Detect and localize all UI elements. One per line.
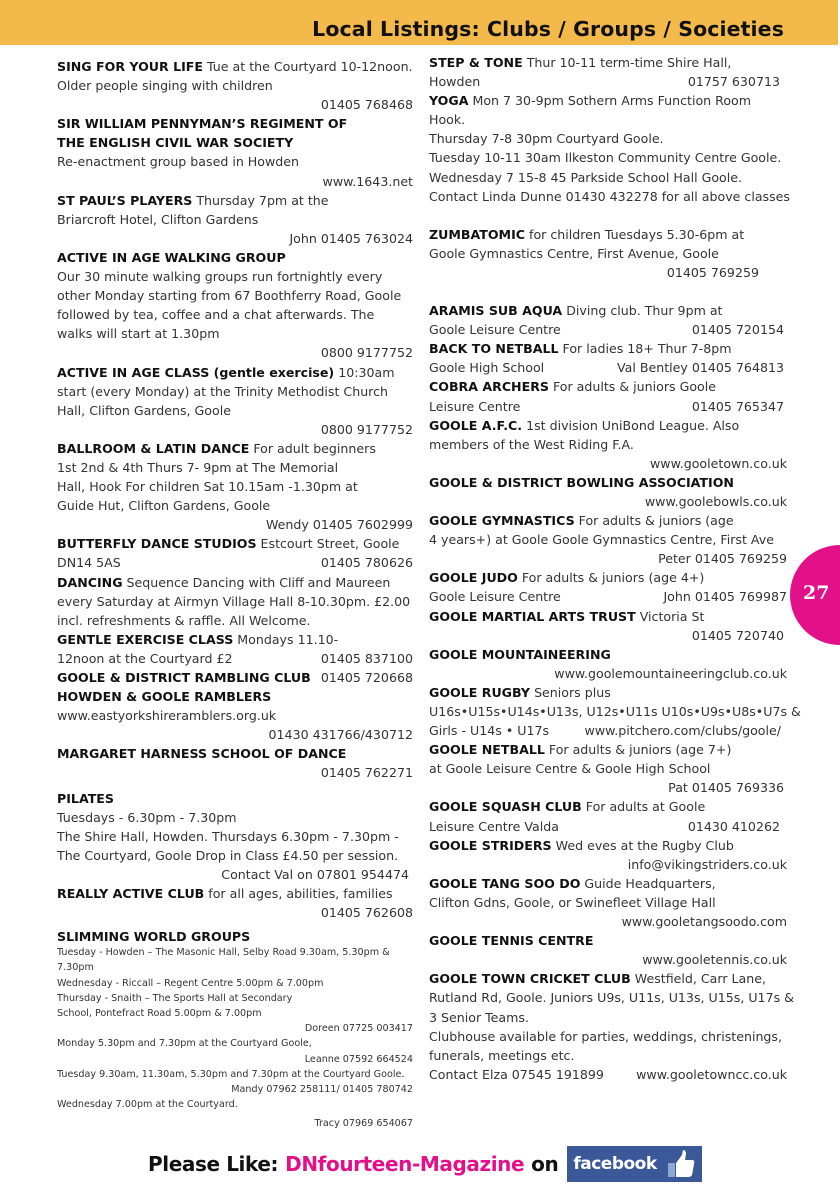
listing-name: GOOLE TENNIS CENTRE	[429, 933, 594, 949]
listing-back-to-netball: BACK TO NETBALL For ladies 18+ Thur 7-8pm Goole High School Val Bentley 01405 764813	[429, 339, 787, 377]
phone-number: 01405 720154	[691, 322, 784, 338]
footer-label: Please Like:	[148, 1152, 279, 1176]
listing-name: ARAMIS SUB AQUA	[429, 303, 563, 319]
listing-goole-netball: GOOLE NETBALL For adults & juniors (age 7+) at Goole Leisure Centre & Goole High School Pat 01405 769336	[429, 740, 787, 797]
phone-number: 01405 769259	[666, 264, 759, 280]
listing-active-in-age-class: ACTIVE IN AGE CLASS (gentle exercise) 10:30am start (every Monday) at the Trinity Methodist Church Hall, Clifton Gardens, Goole 0800 9177752	[57, 363, 413, 439]
listing-slimming-world: SLIMMING WORLD GROUPS Tuesday - Howden – The Masonic Hall, Selby Road 9.30am, 5.30pm & 7.30pm Wednesday - Riccall – Regent Centre 5.00pm & 7.00pm Thursday - Snaith – The Sports Hall at Secondary School, Pontefract Road 5.00pm & 7.00pm Doreen 07725 003417 Monday 5.30pm and 7.30pm at the Courtyard Goole, Leanne 07592 664524 Tuesday 9.30am, 11.30am, 5.30pm and 7.30pm at the Courtyard Goole. Mandy 07962 258111/ 01405 780742 Wednesday 7.00pm at the Courtyard. Tracy 07969 654067	[57, 928, 413, 1131]
contact: Mandy 07962 258111/ 01405 780742	[231, 1084, 413, 1096]
contact: John 01405 769987	[663, 589, 787, 605]
listing-goole-gymnastics: GOOLE GYMNASTICS For adults & juniors (age 4 years+) at Goole Goole Gymnastics Centre, First Ave Peter 01405 769259	[429, 511, 787, 568]
facebook-badge[interactable]	[567, 1146, 702, 1182]
listing-name: SLIMMING WORLD GROUPS	[57, 929, 251, 945]
website-link[interactable]: www.1643.net	[322, 173, 413, 189]
listing-gentle-exercise: GENTLE EXERCISE CLASS Mondays 11.10- 12noon at the Courtyard £2 01405 837100	[57, 630, 413, 668]
listing-step-and-tone: STEP & TONE Thur 10-11 term-time Shire Hall, Howden 01757 630713	[429, 53, 787, 91]
listing-name: DANCING	[57, 574, 123, 590]
website-link[interactable]: www.goolebowls.co.uk	[644, 493, 787, 509]
phone-number: 01405 765347	[691, 398, 784, 414]
contact: Wendy 01405 7602999	[265, 517, 413, 533]
listing-pennyman-regiment: SIR WILLIAM PENNYMAN’S REGIMENT OF THE ENGLISH CIVIL WAR SOCIETY Re-enactment group based in Howden www.1643.net	[57, 114, 413, 190]
phone-number: 01757 630713	[687, 74, 780, 90]
listing-pilates: PILATES Tuesdays - 6.30pm - 7.30pm The Shire Hall, Howden. Thursdays 6.30pm - 7.30pm - The Courtyard, Goole Drop in Class £4.50 per session. Contact Val on 07801 954474	[57, 789, 413, 884]
listing-ballroom-latin: BALLROOM & LATIN DANCE For adult beginners 1st 2nd & 4th Thurs 7- 9pm at The Memorial Hall, Hook For children Sat 10.15am -1.30pm at Guide Hut, Clifton Gardens, Goole Wendy 01405 7602999	[57, 439, 413, 534]
website-link[interactable]: www.eastyorkshireramblers.org.uk	[57, 708, 277, 724]
listing-name: BALLROOM & LATIN DANCE	[57, 440, 250, 456]
email-link[interactable]: info@vikingstriders.co.uk	[627, 856, 787, 872]
contact: Doreen 07725 003417	[304, 1023, 413, 1035]
listing-name: BUTTERFLY DANCE STUDIOS	[57, 536, 257, 552]
listing-st-pauls-players: ST PAUL’S PLAYERS Thursday 7pm at the Briarcroft Hotel, Clifton Gardens John 01405 763024	[57, 191, 413, 248]
listing-name: GOOLE TANG SOO DO	[429, 875, 581, 891]
contact: Peter 01405 769259	[658, 551, 787, 567]
phone-number: 01405 837100	[320, 650, 413, 666]
listing-name: GOOLE MOUNTAINEERING	[429, 646, 611, 662]
listing-name: GOOLE STRIDERS	[429, 837, 552, 853]
listing-name: GOOLE SQUASH CLUB	[429, 799, 582, 815]
contact: John 01405 763024	[289, 230, 413, 246]
phone-number: 01405 768468	[320, 97, 413, 113]
page-number: 27	[803, 582, 830, 604]
listing-mountaineering	[429, 645, 787, 683]
phone-number: 01405 720668	[320, 670, 413, 685]
listing-name: STEP & TONE	[429, 55, 523, 70]
listing-name: YOGA	[429, 93, 469, 109]
listing-name: COBRA ARCHERS	[429, 379, 549, 395]
website-link[interactable]: www.pitchero.com/clubs/goole/	[584, 723, 781, 739]
phone-number: 01405 762608	[320, 905, 413, 921]
listing-butterfly-dance: BUTTERFLY DANCE STUDIOS Estcourt Street, Goole DN14 5AS 01405 780626	[57, 534, 413, 572]
listing-margaret-harness	[57, 744, 413, 782]
phone-number: 0800 9177752	[320, 421, 413, 437]
listing-name: GENTLE EXERCISE CLASS	[57, 631, 234, 647]
listing-tennis-centre	[429, 931, 787, 969]
listing-name: GOOLE & DISTRICT RAMBLING CLUB	[57, 670, 311, 685]
listing-name: SIR WILLIAM PENNYMAN’S REGIMENT OF	[57, 116, 348, 132]
website-link[interactable]: www.gooletown.co.uk	[649, 455, 787, 471]
right-column	[429, 53, 801, 1084]
phone-number: 01430 410262	[687, 818, 780, 834]
website-link[interactable]: www.gooletangsoodo.com	[621, 914, 787, 930]
listing-name: PILATES	[57, 790, 114, 806]
listing-dancing: DANCING Sequence Dancing with Cliff and Maureen every Saturday at Airmyn Village Hall 8-10.30pm. £2.00 incl. refreshments & raffle. All Welcome.	[57, 574, 411, 628]
listing-goole-rugby: GOOLE RUGBY Seniors plus U16s•U15s•U14s•U13s, U12s•U11s U10s•U9s•U8s•U7s & Girls - U14s • U17s www.pitchero.com/clubs/goole/	[429, 683, 787, 740]
listing-squash-club: GOOLE SQUASH CLUB For adults at Goole Leisure Centre Valda 01430 410262	[429, 797, 787, 835]
magazine-name[interactable]: DNfourteen-Magazine	[285, 1152, 525, 1176]
footer-banner	[148, 1144, 702, 1184]
facebook-logo-text: facebook	[573, 1154, 657, 1174]
left-column	[57, 57, 413, 1132]
listing-name: MARGARET HARNESS SCHOOL OF DANCE	[57, 746, 347, 762]
listing-name: HOWDEN & GOOLE RAMBLERS	[57, 689, 272, 705]
website-link[interactable]: www.goolemountaineeringclub.co.uk	[554, 665, 787, 681]
footer-on: on	[531, 1152, 559, 1176]
phone-number: 01405 780626	[320, 555, 413, 571]
listing-goole-striders: GOOLE STRIDERS Wed eves at the Rugby Club info@vikingstriders.co.uk	[429, 836, 787, 874]
listing-yoga: YOGA Mon 7 30-9pm Sothern Arms Function Room Hook. Thursday 7-8 30pm Courtyard Goole. Tuesday 10-11 30am Ilkeston Community Centre Goole. Wednesday 7 15-8 45 Parkside School Hall Goole. Contact Linda Dunne 01430 432278 for all above classes	[429, 93, 790, 204]
listing-cricket-club: GOOLE TOWN CRICKET CLUB Westfield, Carr Lane, Rutland Rd, Goole. Juniors U9s, U11s, U13s, U15s, U17s & 3 Senior Teams. Clubhouse available for parties, weddings, christenings, funerals, meetings etc. Contact Elza 07545 191899 www.gooletowncc.co.uk	[429, 969, 787, 1084]
listing-zumbatomic: ZUMBATOMIC for children Tuesdays 5.30-6pm at Goole Gymnastics Centre, First Avenue, Goole 01405 769259	[429, 225, 787, 282]
phone-number: 01405 762271	[320, 765, 413, 781]
listing-martial-arts: GOOLE MARTIAL ARTS TRUST Victoria St 01405 720740	[429, 607, 787, 645]
listing-bowling-association	[429, 473, 787, 511]
phone-number: 0800 9177752	[320, 345, 413, 361]
listing-name: GOOLE NETBALL	[429, 742, 545, 758]
listing-goole-judo: GOOLE JUDO For adults & juniors (age 4+) Goole Leisure Centre John 01405 769987	[429, 568, 787, 606]
page-title: Local Listings: Clubs / Groups / Societies	[312, 17, 784, 41]
listing-rambling-club	[57, 668, 413, 687]
listing-name: GOOLE & DISTRICT BOWLING ASSOCIATION	[429, 474, 734, 490]
listing-really-active-club: REALLY ACTIVE CLUB for all ages, abilities, families 01405 762608	[57, 884, 413, 922]
listing-cobra-archers: COBRA ARCHERS For adults & juniors Goole Leisure Centre 01405 765347	[429, 377, 787, 415]
website-link[interactable]: www.gooletennis.co.uk	[642, 952, 787, 968]
listing-name: ST PAUL’S PLAYERS	[57, 192, 193, 208]
listing-goole-afc: GOOLE A.F.C. 1st division UniBond League. Also members of the West Riding F.A. www.gooletown.co.uk	[429, 416, 787, 473]
listing-name: SING FOR YOUR LIFE	[57, 59, 204, 74]
listing-tang-soo-do: GOOLE TANG SOO DO Guide Headquarters, Clifton Gdns, Goole, or Swinefleet Village Hall www.gooletangsoodo.com	[429, 874, 787, 931]
listing-name: GOOLE TOWN CRICKET CLUB	[429, 971, 631, 987]
listing-name: GOOLE MARTIAL ARTS TRUST	[429, 608, 636, 624]
listing-name: THE ENGLISH CIVIL WAR SOCIETY	[57, 135, 294, 151]
listing-active-in-age-walking: ACTIVE IN AGE WALKING GROUP Our 30 minute walking groups run fortnightly every other Monday starting from 67 Boothferry Road, Goole followed by tea, coffee and a chat afterwards. The walks will start at 1.30pm 0800 9177752	[57, 248, 413, 363]
listing-name: ACTIVE IN AGE CLASS (gentle exercise)	[57, 364, 335, 380]
listing-name: BACK TO NETBALL	[429, 341, 559, 357]
listing-name: REALLY ACTIVE CLUB	[57, 886, 205, 902]
phone-number: 01405 720740	[691, 627, 784, 643]
thumbs-up-icon	[666, 1149, 696, 1179]
listing-name: GOOLE A.F.C.	[429, 417, 523, 433]
listing-name: ACTIVE IN AGE WALKING GROUP	[57, 249, 286, 265]
contact: Leanne 07592 664524	[304, 1053, 413, 1065]
listing-howden-goole-ramblers	[57, 687, 413, 744]
contact: Contact Val on 07801 954474	[221, 866, 409, 882]
listing-name: ZUMBATOMIC	[429, 226, 526, 242]
listing-name: GOOLE RUGBY	[429, 684, 531, 700]
listing-name: GOOLE GYMNASTICS	[429, 513, 575, 529]
contact: Val Bentley 01405 764813	[616, 360, 784, 376]
contact: Tracy 07969 654067	[314, 1118, 413, 1130]
contact: Pat 01405 769336	[668, 780, 784, 796]
contact: Contact Elza 07545 191899	[429, 1066, 604, 1082]
listing-name: GOOLE JUDO	[429, 570, 518, 586]
phone-number: 01430 431766/430712	[268, 727, 413, 743]
listing-sing-for-your-life: SING FOR YOUR LIFE Tue at the Courtyard 10-12noon. Older people singing with children 01405 768468	[57, 57, 413, 114]
website-link[interactable]: www.gooletowncc.co.uk	[636, 1066, 787, 1082]
listing-aramis-sub-aqua: ARAMIS SUB AQUA Diving club. Thur 9pm at Goole Leisure Centre 01405 720154	[429, 301, 787, 339]
